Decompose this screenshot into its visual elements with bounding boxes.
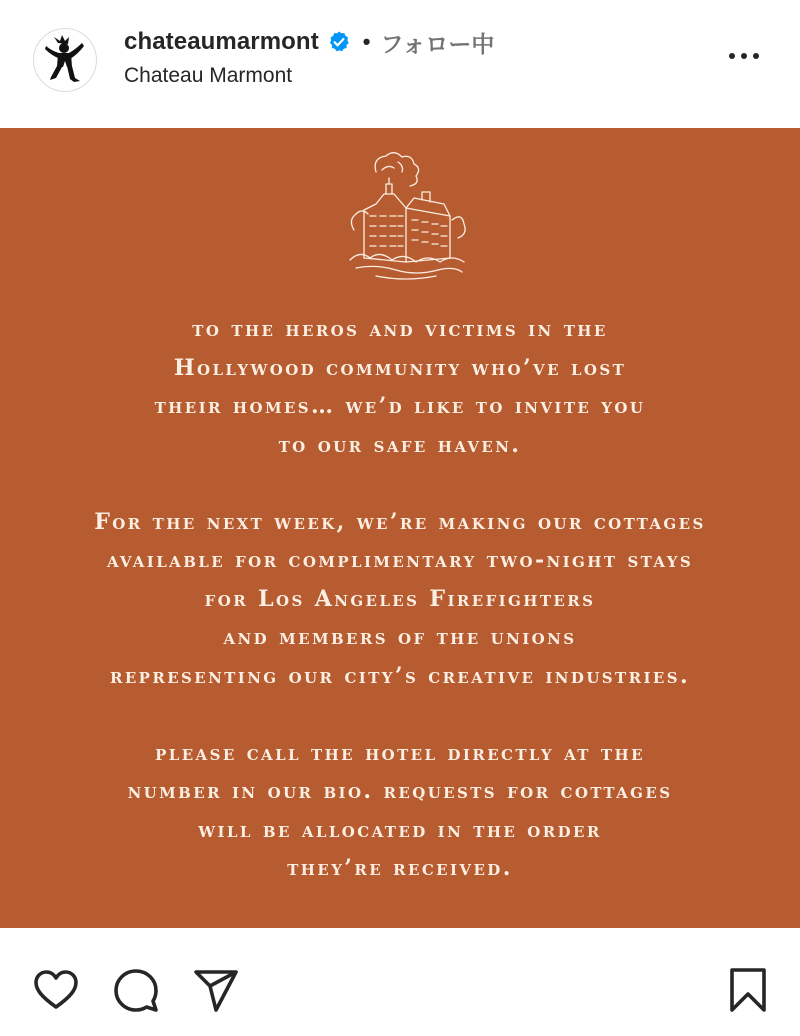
separator-dot: • xyxy=(362,29,371,54)
hotel-illustration-icon xyxy=(346,150,468,282)
paragraph-gap xyxy=(0,695,800,734)
message-line: to the heros and victims in the xyxy=(192,316,608,342)
display-name: Chateau Marmont xyxy=(124,64,293,87)
profile-avatar[interactable] xyxy=(33,28,97,92)
post-message xyxy=(0,310,800,888)
comment-bubble-icon xyxy=(112,966,160,1014)
paragraph-gap xyxy=(0,464,800,503)
message-line: they’re received. xyxy=(287,855,513,881)
jester-logo-icon xyxy=(34,29,96,91)
username-link[interactable]: chateaumarmont xyxy=(124,28,319,55)
post-image[interactable] xyxy=(0,128,800,928)
heart-icon xyxy=(32,966,80,1014)
message-line: available for complimentary two-night stays xyxy=(106,547,694,573)
bookmark-icon xyxy=(724,966,772,1014)
message-line: will be allocated in the order xyxy=(198,816,602,843)
message-line: to our safe haven. xyxy=(278,431,522,458)
share-button[interactable] xyxy=(192,966,240,1014)
post-action-bar xyxy=(0,928,800,1036)
more-options-icon xyxy=(726,51,762,61)
message-line: number in our bio. requests for cottages xyxy=(127,778,673,804)
more-options-button[interactable] xyxy=(724,44,764,68)
following-button[interactable]: フォロー中 xyxy=(380,31,495,58)
save-button[interactable] xyxy=(724,966,772,1014)
username-row xyxy=(124,24,494,60)
message-line: representing our city’s creative industries. xyxy=(109,662,691,689)
like-button[interactable] xyxy=(32,966,80,1014)
message-line: their homes… we’d like to invite you xyxy=(154,393,646,419)
post-header xyxy=(0,0,800,128)
paper-plane-icon xyxy=(192,966,240,1014)
verified-badge-icon xyxy=(327,30,351,54)
comment-button[interactable] xyxy=(112,966,160,1014)
message-line: for Los Angeles Firefighters xyxy=(204,585,596,612)
message-line: and members of the unions xyxy=(223,624,577,650)
message-line: please call the hotel directly at the xyxy=(155,739,645,766)
message-line: For the next week, we’re making our cottages xyxy=(94,508,706,535)
message-line: Hollywood community who’ve lost xyxy=(173,354,627,381)
